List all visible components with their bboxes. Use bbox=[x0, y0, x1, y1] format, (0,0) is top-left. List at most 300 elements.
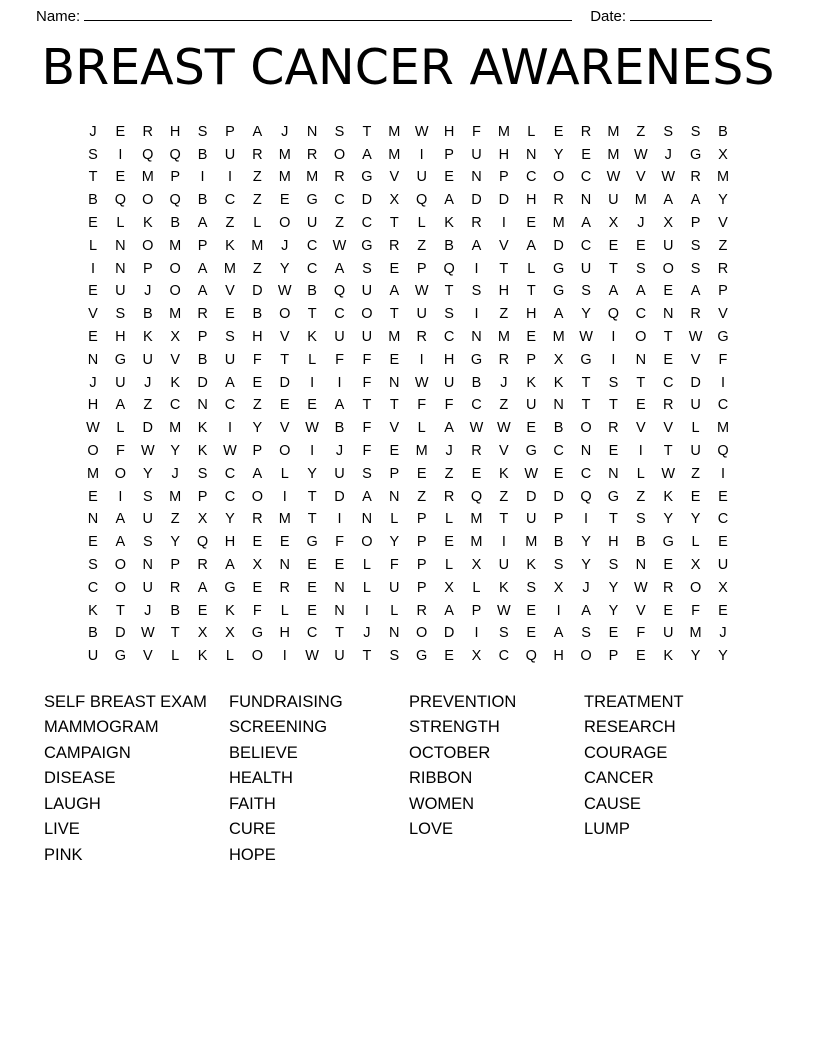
grid-cell[interactable]: T bbox=[608, 260, 618, 277]
grid-cell[interactable]: A bbox=[608, 283, 619, 300]
grid-cell[interactable]: Y bbox=[142, 465, 153, 482]
grid-cell[interactable]: U bbox=[361, 329, 373, 346]
grid-cell[interactable]: T bbox=[608, 511, 618, 528]
grid-cell[interactable]: M bbox=[689, 625, 702, 642]
grid-cell[interactable]: W bbox=[524, 465, 539, 482]
grid-cell[interactable]: B bbox=[197, 351, 208, 368]
grid-cell[interactable]: A bbox=[115, 397, 126, 414]
grid-cell[interactable]: J bbox=[281, 123, 289, 140]
grid-cell[interactable]: M bbox=[552, 329, 565, 346]
grid-cell[interactable]: U bbox=[87, 648, 99, 665]
grid-cell[interactable]: E bbox=[307, 602, 317, 619]
grid-cell[interactable]: G bbox=[114, 648, 127, 665]
grid-cell[interactable]: X bbox=[197, 625, 208, 642]
word-list-item[interactable]: CURE bbox=[229, 820, 276, 839]
grid-cell[interactable]: N bbox=[389, 625, 400, 642]
grid-cell[interactable]: E bbox=[307, 579, 317, 596]
word-list-item[interactable]: LUMP bbox=[584, 820, 630, 839]
grid-cell[interactable]: S bbox=[389, 648, 400, 665]
grid-cell[interactable]: J bbox=[363, 625, 371, 642]
grid-cell[interactable]: M bbox=[86, 465, 100, 482]
grid-cell[interactable]: D bbox=[553, 237, 564, 254]
grid-cell[interactable]: B bbox=[88, 192, 98, 209]
grid-cell[interactable]: A bbox=[471, 237, 482, 254]
grid-cell[interactable]: I bbox=[419, 146, 424, 163]
grid-cell[interactable]: K bbox=[197, 648, 208, 665]
grid-cell[interactable]: J bbox=[144, 374, 152, 391]
grid-cell[interactable]: C bbox=[443, 329, 455, 346]
grid-cell[interactable]: S bbox=[362, 260, 372, 277]
grid-cell[interactable]: J bbox=[582, 579, 590, 596]
grid-cell[interactable]: L bbox=[390, 511, 399, 528]
grid-cell[interactable]: L bbox=[527, 260, 536, 277]
grid-cell[interactable]: Z bbox=[417, 237, 427, 254]
grid-cell[interactable]: P bbox=[225, 123, 235, 140]
grid-cell[interactable]: A bbox=[362, 146, 372, 163]
grid-cell[interactable]: E bbox=[88, 329, 98, 346]
word-list-item[interactable]: HEALTH bbox=[229, 769, 293, 788]
grid-cell[interactable]: L bbox=[417, 215, 426, 232]
grid-cell[interactable]: S bbox=[225, 329, 235, 346]
grid-cell[interactable]: M bbox=[497, 329, 510, 346]
grid-cell[interactable]: N bbox=[389, 374, 400, 391]
grid-cell[interactable]: W bbox=[140, 625, 155, 642]
grid-cell[interactable]: U bbox=[580, 260, 592, 277]
grid-cell[interactable]: N bbox=[142, 557, 154, 574]
grid-cell[interactable]: G bbox=[662, 534, 674, 551]
grid-cell[interactable]: U bbox=[361, 283, 373, 300]
grid-cell[interactable]: B bbox=[170, 215, 180, 232]
grid-cell[interactable]: V bbox=[170, 351, 180, 368]
grid-cell[interactable]: R bbox=[580, 123, 592, 140]
word-list-item[interactable]: COURAGE bbox=[584, 743, 668, 762]
grid-cell[interactable]: V bbox=[225, 283, 235, 300]
grid-cell[interactable]: M bbox=[470, 534, 483, 551]
grid-cell[interactable]: G bbox=[607, 488, 620, 505]
grid-cell[interactable]: S bbox=[197, 123, 208, 140]
grid-cell[interactable]: B bbox=[170, 602, 180, 619]
grid-cell[interactable]: P bbox=[197, 237, 208, 254]
grid-cell[interactable]: N bbox=[389, 488, 400, 505]
grid-cell[interactable]: T bbox=[444, 283, 454, 300]
grid-cell[interactable]: Z bbox=[499, 397, 509, 414]
grid-cell[interactable]: W bbox=[661, 169, 676, 186]
grid-cell[interactable]: C bbox=[334, 192, 345, 209]
grid-cell[interactable]: V bbox=[690, 351, 701, 368]
grid-cell[interactable]: A bbox=[252, 465, 263, 482]
grid-cell[interactable]: I bbox=[419, 351, 424, 368]
grid-cell[interactable]: W bbox=[414, 374, 429, 391]
grid-cell[interactable]: A bbox=[115, 534, 126, 551]
grid-cell[interactable]: Q bbox=[333, 283, 346, 300]
grid-cell[interactable]: P bbox=[416, 511, 427, 528]
grid-cell[interactable]: Y bbox=[663, 511, 674, 528]
grid-cell[interactable]: B bbox=[197, 192, 208, 209]
grid-cell[interactable]: E bbox=[115, 169, 126, 186]
grid-cell[interactable]: I bbox=[584, 511, 589, 528]
word-list-item[interactable]: MAMMOGRAM bbox=[44, 718, 159, 737]
grid-cell[interactable]: S bbox=[635, 511, 646, 528]
grid-cell[interactable]: P bbox=[416, 557, 427, 574]
grid-cell[interactable]: I bbox=[474, 260, 479, 277]
grid-cell[interactable]: S bbox=[197, 465, 208, 482]
grid-cell[interactable]: W bbox=[305, 420, 319, 437]
grid-cell[interactable]: V bbox=[635, 602, 646, 619]
grid-cell[interactable]: P bbox=[690, 215, 701, 232]
grid-cell[interactable]: S bbox=[88, 557, 98, 574]
grid-cell[interactable]: I bbox=[282, 648, 287, 665]
grid-cell[interactable]: U bbox=[142, 579, 154, 596]
grid-cell[interactable]: N bbox=[471, 169, 482, 186]
grid-cell[interactable]: T bbox=[499, 260, 509, 277]
grid-cell[interactable]: Y bbox=[553, 146, 564, 163]
grid-cell[interactable]: S bbox=[362, 465, 372, 482]
grid-cell[interactable]: S bbox=[690, 237, 701, 254]
grid-cell[interactable]: I bbox=[310, 443, 315, 460]
grid-cell[interactable]: G bbox=[306, 192, 318, 209]
grid-cell[interactable]: E bbox=[307, 397, 317, 414]
grid-cell[interactable]: C bbox=[526, 169, 537, 186]
grid-cell[interactable]: B bbox=[252, 306, 263, 323]
grid-cell[interactable]: P bbox=[718, 283, 728, 300]
grid-cell[interactable]: W bbox=[86, 420, 100, 437]
grid-cell[interactable]: P bbox=[416, 534, 427, 551]
grid-cell[interactable]: O bbox=[114, 465, 127, 482]
grid-cell[interactable]: O bbox=[251, 648, 263, 665]
grid-cell[interactable]: O bbox=[662, 260, 674, 277]
grid-cell[interactable]: T bbox=[499, 511, 509, 528]
grid-cell[interactable]: P bbox=[170, 557, 180, 574]
grid-cell[interactable]: M bbox=[415, 443, 428, 460]
grid-cell[interactable]: S bbox=[690, 260, 701, 277]
grid-cell[interactable]: L bbox=[362, 557, 371, 574]
grid-cell[interactable]: T bbox=[663, 443, 673, 460]
grid-cell[interactable]: U bbox=[224, 351, 236, 368]
grid-cell[interactable]: E bbox=[252, 534, 263, 551]
grid-cell[interactable]: P bbox=[526, 351, 537, 368]
grid-cell[interactable]: L bbox=[225, 648, 234, 665]
grid-cell[interactable]: G bbox=[470, 351, 483, 368]
grid-cell[interactable]: C bbox=[553, 443, 564, 460]
grid-cell[interactable]: M bbox=[607, 123, 620, 140]
grid-cell[interactable]: G bbox=[361, 237, 373, 254]
grid-cell[interactable]: F bbox=[362, 374, 372, 391]
grid-cell[interactable]: E bbox=[718, 602, 728, 619]
grid-cell[interactable]: P bbox=[197, 488, 208, 505]
grid-cell[interactable]: P bbox=[608, 648, 619, 665]
grid-cell[interactable]: X bbox=[553, 579, 564, 596]
grid-cell[interactable]: T bbox=[115, 602, 125, 619]
grid-cell[interactable]: O bbox=[416, 625, 428, 642]
grid-cell[interactable]: F bbox=[362, 420, 372, 437]
grid-cell[interactable]: V bbox=[635, 169, 646, 186]
grid-cell[interactable]: N bbox=[279, 557, 290, 574]
grid-cell[interactable]: Z bbox=[691, 465, 701, 482]
grid-cell[interactable]: U bbox=[142, 511, 154, 528]
grid-cell[interactable]: E bbox=[197, 602, 208, 619]
grid-cell[interactable]: E bbox=[88, 215, 98, 232]
grid-cell[interactable]: E bbox=[416, 465, 427, 482]
date-input-rule[interactable] bbox=[630, 8, 712, 21]
grid-cell[interactable]: S bbox=[690, 123, 701, 140]
grid-cell[interactable]: E bbox=[663, 557, 674, 574]
grid-cell[interactable]: R bbox=[416, 329, 427, 346]
grid-cell[interactable]: E bbox=[526, 420, 537, 437]
grid-cell[interactable]: A bbox=[197, 283, 208, 300]
grid-cell[interactable]: Z bbox=[335, 215, 344, 232]
grid-cell[interactable]: E bbox=[334, 557, 345, 574]
grid-cell[interactable]: C bbox=[580, 169, 592, 186]
word-list-item[interactable]: WOMEN bbox=[409, 794, 475, 813]
grid-cell[interactable]: N bbox=[635, 557, 647, 574]
grid-cell[interactable]: X bbox=[252, 557, 263, 574]
grid-cell[interactable]: H bbox=[498, 283, 510, 300]
grid-cell[interactable]: V bbox=[663, 420, 674, 437]
grid-cell[interactable]: Y bbox=[252, 420, 263, 437]
grid-cell[interactable]: R bbox=[717, 260, 729, 277]
grid-cell[interactable]: O bbox=[333, 146, 346, 163]
grid-cell[interactable]: B bbox=[635, 534, 646, 551]
grid-cell[interactable]: M bbox=[552, 215, 565, 232]
grid-cell[interactable]: V bbox=[88, 306, 98, 323]
grid-cell[interactable]: R bbox=[197, 306, 208, 323]
grid-cell[interactable]: R bbox=[608, 420, 619, 437]
grid-cell[interactable]: T bbox=[389, 215, 399, 232]
grid-cell[interactable]: M bbox=[169, 306, 182, 323]
grid-cell[interactable]: J bbox=[144, 602, 152, 619]
grid-cell[interactable]: A bbox=[389, 283, 400, 300]
grid-cell[interactable]: N bbox=[334, 602, 345, 619]
word-list-item[interactable]: STRENGTH bbox=[409, 718, 500, 737]
grid-cell[interactable]: E bbox=[389, 260, 400, 277]
grid-cell[interactable]: A bbox=[334, 260, 345, 277]
grid-cell[interactable]: M bbox=[223, 260, 236, 277]
grid-cell[interactable]: X bbox=[197, 511, 208, 528]
grid-cell[interactable]: W bbox=[414, 123, 429, 140]
grid-cell[interactable]: U bbox=[690, 443, 701, 460]
grid-cell[interactable]: H bbox=[224, 534, 236, 551]
grid-cell[interactable]: T bbox=[362, 397, 372, 414]
grid-cell[interactable]: O bbox=[553, 169, 565, 186]
grid-cell[interactable]: Z bbox=[252, 260, 262, 277]
grid-cell[interactable]: P bbox=[444, 146, 454, 163]
grid-cell[interactable]: H bbox=[443, 351, 455, 368]
grid-cell[interactable]: P bbox=[142, 260, 153, 277]
grid-cell[interactable]: J bbox=[637, 215, 645, 232]
grid-cell[interactable]: E bbox=[635, 397, 646, 414]
grid-cell[interactable]: E bbox=[389, 443, 400, 460]
grid-cell[interactable]: G bbox=[251, 625, 263, 642]
grid-cell[interactable]: U bbox=[416, 306, 427, 323]
grid-cell[interactable]: D bbox=[334, 488, 345, 505]
grid-cell[interactable]: M bbox=[169, 488, 182, 505]
grid-cell[interactable]: X bbox=[471, 557, 482, 574]
grid-cell[interactable]: M bbox=[278, 146, 291, 163]
grid-cell[interactable]: X bbox=[663, 215, 674, 232]
grid-cell[interactable]: E bbox=[526, 625, 537, 642]
grid-cell[interactable]: R bbox=[471, 215, 482, 232]
grid-cell[interactable]: I bbox=[611, 329, 616, 346]
grid-cell[interactable]: O bbox=[279, 443, 291, 460]
grid-cell[interactable]: F bbox=[444, 397, 454, 414]
grid-cell[interactable]: A bbox=[663, 192, 674, 209]
grid-cell[interactable]: H bbox=[443, 123, 455, 140]
grid-cell[interactable]: A bbox=[444, 420, 454, 437]
grid-cell[interactable]: H bbox=[526, 192, 537, 209]
grid-cell[interactable]: D bbox=[690, 374, 701, 391]
grid-cell[interactable]: L bbox=[691, 534, 700, 551]
grid-cell[interactable]: C bbox=[224, 397, 236, 414]
grid-cell[interactable]: O bbox=[635, 329, 647, 346]
grid-cell[interactable]: K bbox=[225, 602, 235, 619]
grid-cell[interactable]: H bbox=[115, 329, 126, 346]
grid-cell[interactable]: D bbox=[553, 488, 564, 505]
grid-cell[interactable]: W bbox=[140, 443, 155, 460]
grid-cell[interactable]: U bbox=[717, 557, 729, 574]
grid-cell[interactable]: V bbox=[499, 237, 509, 254]
grid-cell[interactable]: X bbox=[225, 625, 235, 642]
grid-cell[interactable]: O bbox=[580, 648, 592, 665]
grid-cell[interactable]: E bbox=[88, 534, 98, 551]
grid-cell[interactable]: V bbox=[389, 169, 400, 186]
grid-cell[interactable]: I bbox=[474, 306, 479, 323]
grid-cell[interactable]: I bbox=[720, 465, 725, 482]
grid-cell[interactable]: O bbox=[114, 557, 127, 574]
grid-cell[interactable]: Q bbox=[470, 488, 483, 505]
grid-cell[interactable]: F bbox=[472, 123, 481, 140]
grid-cell[interactable]: L bbox=[116, 215, 125, 232]
grid-cell[interactable]: R bbox=[690, 169, 701, 186]
grid-cell[interactable]: V bbox=[389, 420, 400, 437]
grid-cell[interactable]: C bbox=[224, 192, 236, 209]
grid-cell[interactable]: E bbox=[553, 123, 564, 140]
grid-cell[interactable]: P bbox=[471, 602, 482, 619]
grid-cell[interactable]: N bbox=[471, 329, 482, 346]
grid-cell[interactable]: W bbox=[277, 283, 292, 300]
grid-cell[interactable]: S bbox=[581, 283, 591, 300]
grid-cell[interactable]: U bbox=[690, 397, 701, 414]
word-list-item[interactable]: FUNDRAISING bbox=[229, 692, 343, 711]
grid-cell[interactable]: B bbox=[471, 374, 482, 391]
grid-cell[interactable]: L bbox=[171, 648, 180, 665]
grid-cell[interactable]: P bbox=[197, 329, 208, 346]
grid-cell[interactable]: N bbox=[580, 192, 592, 209]
grid-cell[interactable]: B bbox=[142, 306, 153, 323]
grid-cell[interactable]: L bbox=[445, 511, 454, 528]
grid-cell[interactable]: X bbox=[471, 648, 482, 665]
grid-cell[interactable]: A bbox=[690, 192, 701, 209]
grid-cell[interactable]: N bbox=[580, 443, 592, 460]
grid-cell[interactable]: E bbox=[553, 465, 564, 482]
grid-cell[interactable]: K bbox=[88, 602, 98, 619]
grid-cell[interactable]: G bbox=[114, 351, 127, 368]
grid-cell[interactable]: N bbox=[87, 511, 99, 528]
grid-cell[interactable]: P bbox=[499, 169, 509, 186]
grid-cell[interactable]: R bbox=[443, 488, 455, 505]
grid-cell[interactable]: W bbox=[497, 420, 511, 437]
grid-cell[interactable]: A bbox=[581, 215, 591, 232]
grid-cell[interactable]: Z bbox=[225, 215, 235, 232]
grid-cell[interactable]: D bbox=[142, 420, 154, 437]
grid-cell[interactable]: A bbox=[225, 557, 235, 574]
grid-cell[interactable]: V bbox=[279, 329, 290, 346]
word-list-item[interactable]: SCREENING bbox=[229, 718, 328, 737]
grid-cell[interactable]: U bbox=[334, 465, 345, 482]
grid-cell[interactable]: L bbox=[527, 123, 536, 140]
grid-cell[interactable]: T bbox=[88, 169, 98, 186]
grid-cell[interactable]: H bbox=[608, 534, 619, 551]
grid-cell[interactable]: Z bbox=[636, 123, 646, 140]
grid-cell[interactable]: E bbox=[225, 306, 235, 323]
grid-cell[interactable]: S bbox=[142, 488, 153, 505]
grid-cell[interactable]: C bbox=[717, 511, 729, 528]
grid-cell[interactable]: Y bbox=[718, 648, 728, 665]
grid-cell[interactable]: R bbox=[553, 192, 564, 209]
grid-cell[interactable]: U bbox=[115, 283, 126, 300]
grid-cell[interactable]: M bbox=[169, 237, 182, 254]
grid-cell[interactable]: T bbox=[389, 306, 399, 323]
grid-cell[interactable]: F bbox=[335, 351, 344, 368]
grid-cell[interactable]: B bbox=[718, 123, 728, 140]
word-list-item[interactable]: PINK bbox=[44, 845, 83, 864]
grid-cell[interactable]: U bbox=[334, 329, 345, 346]
grid-cell[interactable]: O bbox=[169, 260, 181, 277]
grid-cell[interactable]: F bbox=[417, 397, 427, 414]
grid-cell[interactable]: D bbox=[443, 625, 455, 642]
grid-cell[interactable]: D bbox=[471, 192, 482, 209]
grid-cell[interactable]: E bbox=[389, 351, 400, 368]
grid-cell[interactable]: P bbox=[389, 465, 400, 482]
grid-cell[interactable]: E bbox=[471, 465, 482, 482]
grid-cell[interactable]: E bbox=[608, 625, 619, 642]
grid-cell[interactable]: G bbox=[224, 579, 236, 596]
grid-cell[interactable]: P bbox=[170, 169, 180, 186]
grid-cell[interactable]: Y bbox=[690, 648, 701, 665]
grid-cell[interactable]: J bbox=[171, 465, 179, 482]
grid-cell[interactable]: Q bbox=[196, 534, 209, 551]
grid-cell[interactable]: B bbox=[553, 534, 564, 551]
grid-cell[interactable]: T bbox=[307, 511, 317, 528]
grid-cell[interactable]: P bbox=[252, 443, 263, 460]
grid-cell[interactable]: I bbox=[227, 169, 232, 186]
word-list-item[interactable]: LAUGH bbox=[44, 794, 101, 813]
grid-cell[interactable]: R bbox=[471, 443, 482, 460]
grid-cell[interactable]: U bbox=[662, 625, 674, 642]
grid-cell[interactable]: E bbox=[279, 397, 290, 414]
grid-cell[interactable]: S bbox=[444, 306, 454, 323]
grid-cell[interactable]: K bbox=[499, 465, 509, 482]
grid-cell[interactable]: E bbox=[718, 534, 728, 551]
grid-cell[interactable]: S bbox=[608, 557, 619, 574]
grid-cell[interactable]: J bbox=[445, 443, 453, 460]
grid-cell[interactable]: Q bbox=[416, 192, 428, 209]
word-list-item[interactable]: RESEARCH bbox=[584, 718, 676, 737]
grid-cell[interactable]: H bbox=[498, 146, 510, 163]
grid-cell[interactable]: K bbox=[225, 237, 235, 254]
grid-cell[interactable]: G bbox=[553, 283, 565, 300]
grid-cell[interactable]: U bbox=[389, 579, 400, 596]
grid-cell[interactable]: A bbox=[197, 215, 208, 232]
grid-cell[interactable]: F bbox=[252, 351, 262, 368]
grid-cell[interactable]: I bbox=[364, 602, 369, 619]
grid-cell[interactable]: N bbox=[526, 146, 537, 163]
grid-cell[interactable]: S bbox=[553, 557, 564, 574]
grid-cell[interactable]: K bbox=[663, 488, 674, 505]
grid-cell[interactable]: B bbox=[88, 625, 98, 642]
word-list-item[interactable]: CAUSE bbox=[584, 794, 641, 813]
grid-cell[interactable]: B bbox=[553, 420, 564, 437]
grid-cell[interactable]: N bbox=[662, 306, 674, 323]
